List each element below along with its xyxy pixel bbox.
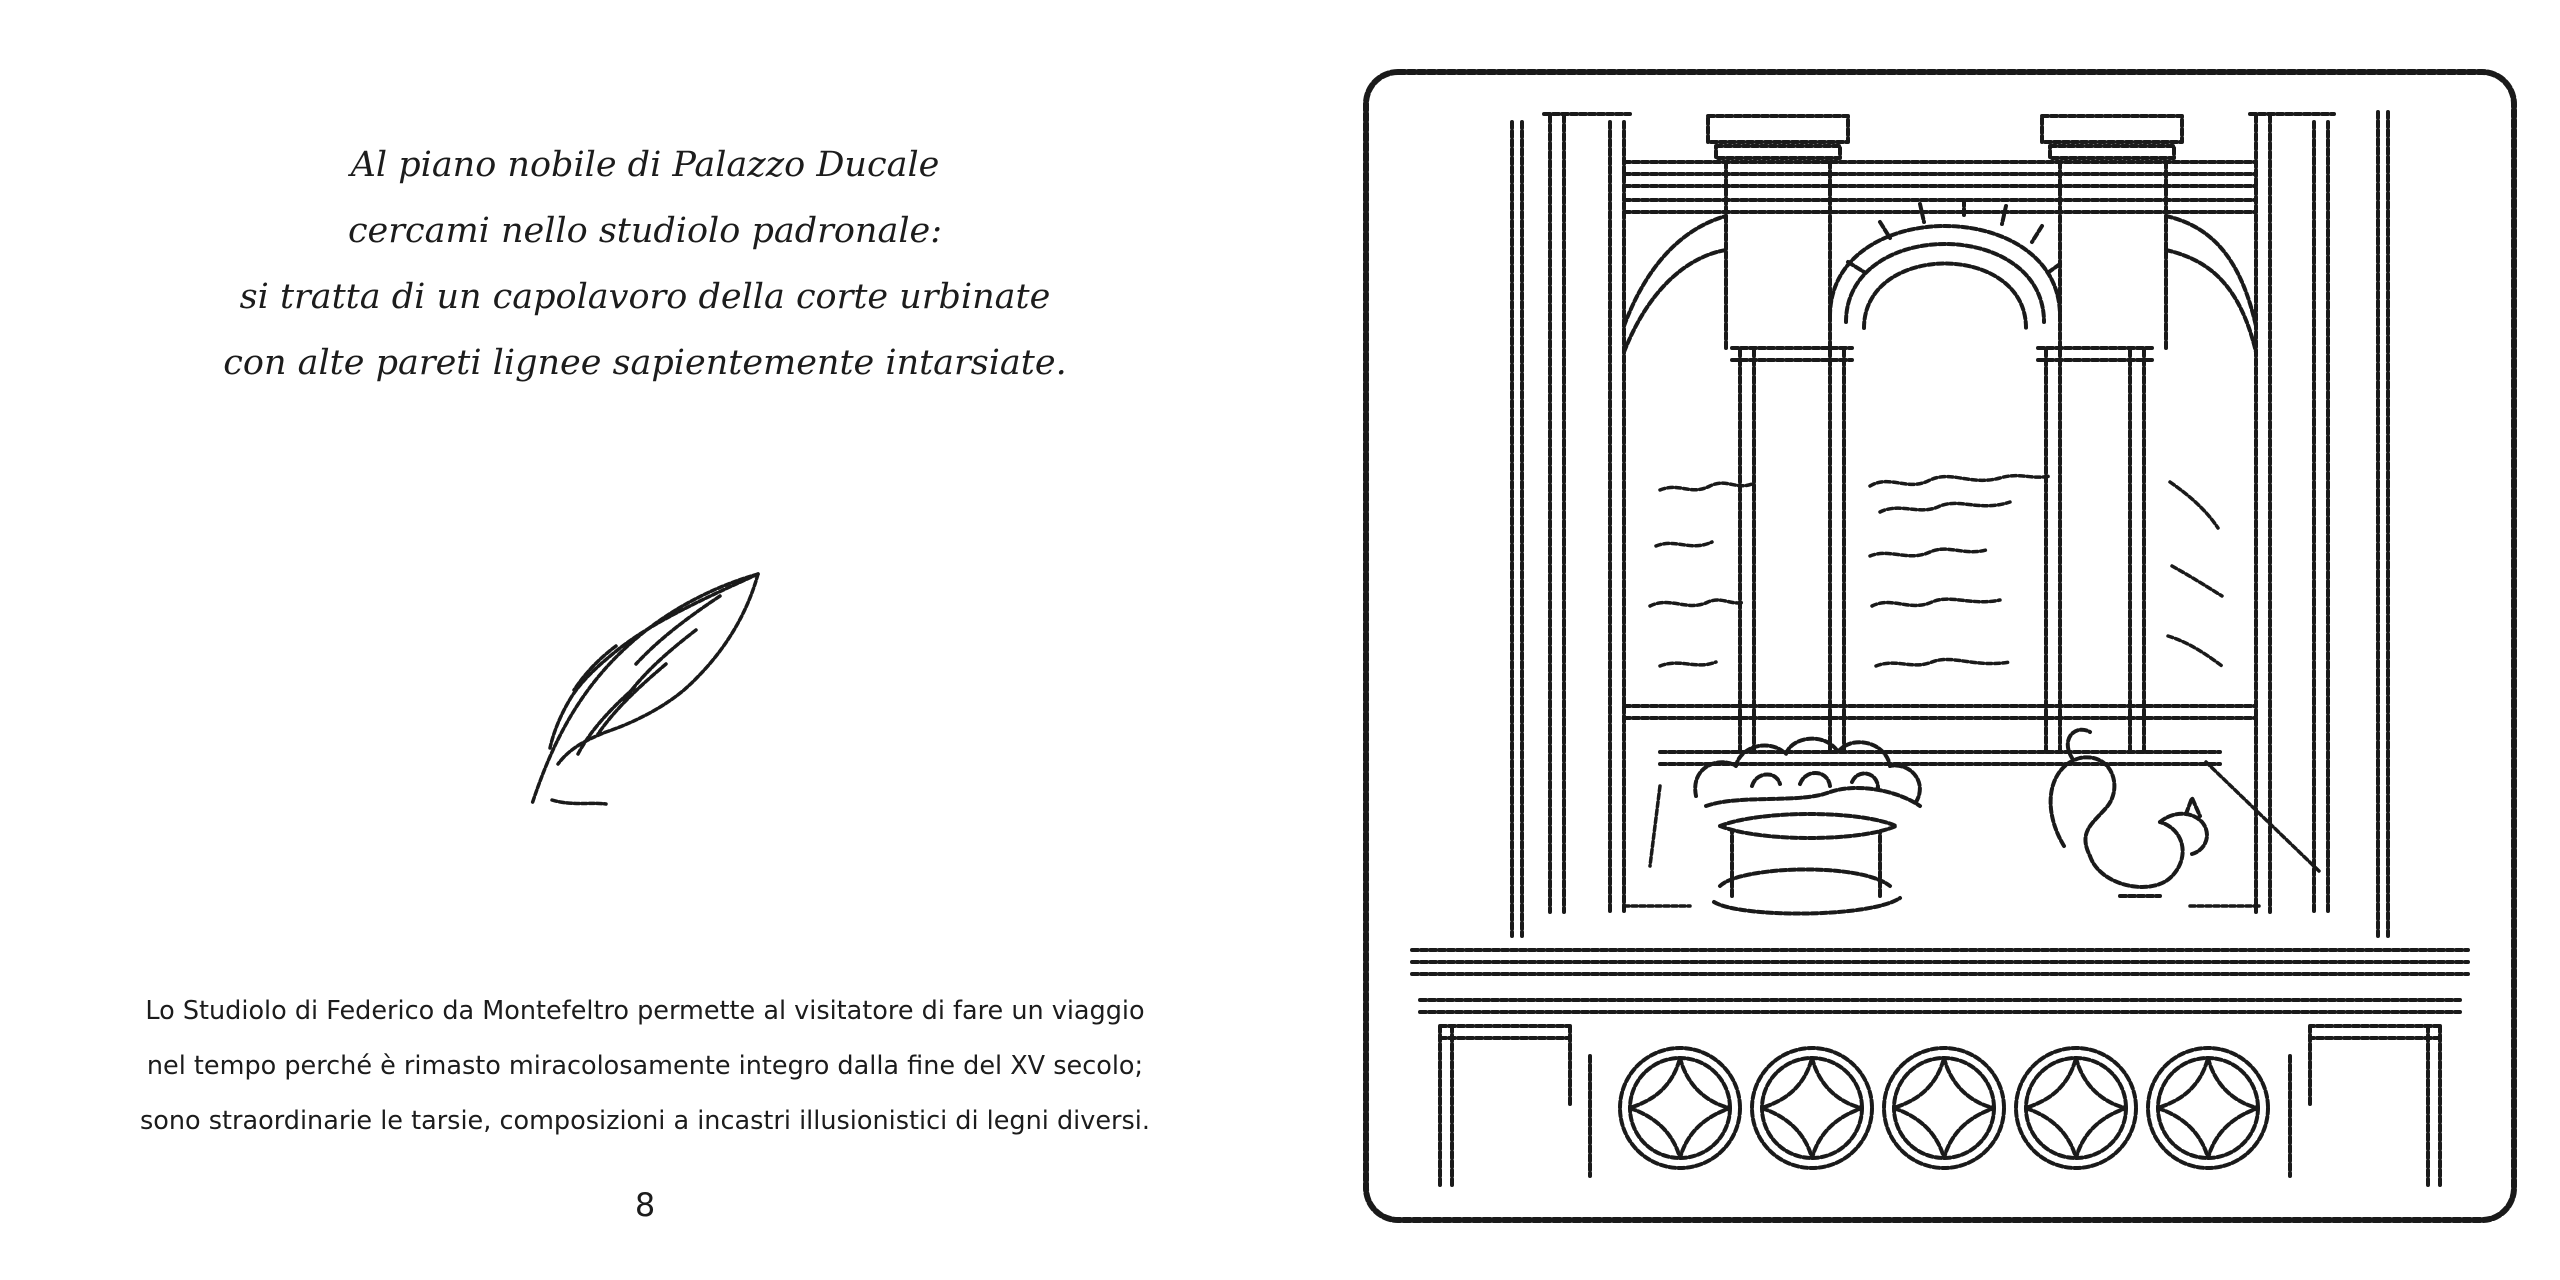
- sky-clouds: [1650, 476, 2222, 666]
- prose-line-1: Lo Studiolo di Federico da Montefeltro permette al visitatore di fare un viaggio: [145, 996, 1145, 1026]
- squirrel: [2051, 730, 2207, 896]
- verse-line-4: con alte pareti lignee sapientemente intarsiate.: [223, 343, 1067, 383]
- prose-paragraph: [60, 984, 1230, 1149]
- quill-feather-icon: [520, 568, 780, 818]
- left-pillar: [1544, 114, 1630, 912]
- studiolo-intarsia-drawing: [1360, 66, 2520, 1226]
- prose-line-2: nel tempo perché è rimasto miracolosamente integro dalla fine del XV secolo;: [146, 1051, 1144, 1081]
- left-outer-column: [1512, 122, 1522, 936]
- window-sill: [1624, 706, 2256, 764]
- right-pillar: [2250, 114, 2334, 912]
- inner-pilaster-right: [2046, 350, 2144, 752]
- inner-pilaster-left: [1740, 350, 1844, 752]
- page-number: 8: [634, 1186, 656, 1224]
- right-side-arch: [2166, 216, 2256, 352]
- verse-line-1: Al piano nobile di Palazzo Ducale: [350, 145, 940, 185]
- coloring-illustration: [1360, 66, 2520, 1226]
- verse-line-2: cercami nello studiolo padronale:: [347, 211, 943, 251]
- right-outer-column: [2378, 112, 2388, 936]
- left-capital: [1708, 116, 1848, 350]
- entablature: [1624, 162, 2256, 212]
- central-arch: [1830, 226, 2060, 328]
- verse-line-3: si tratta di un capolavoro della corte urbinate: [239, 277, 1051, 317]
- right-capital: [2042, 116, 2182, 350]
- left-side-arch: [1624, 216, 1726, 352]
- circle-ornaments: [1620, 1048, 2268, 1168]
- verse-poem: [100, 132, 1190, 396]
- prose-line-3: sono straordinarie le tarsie, composizioni a incastri illusionistici di legni diversi.: [139, 1106, 1150, 1136]
